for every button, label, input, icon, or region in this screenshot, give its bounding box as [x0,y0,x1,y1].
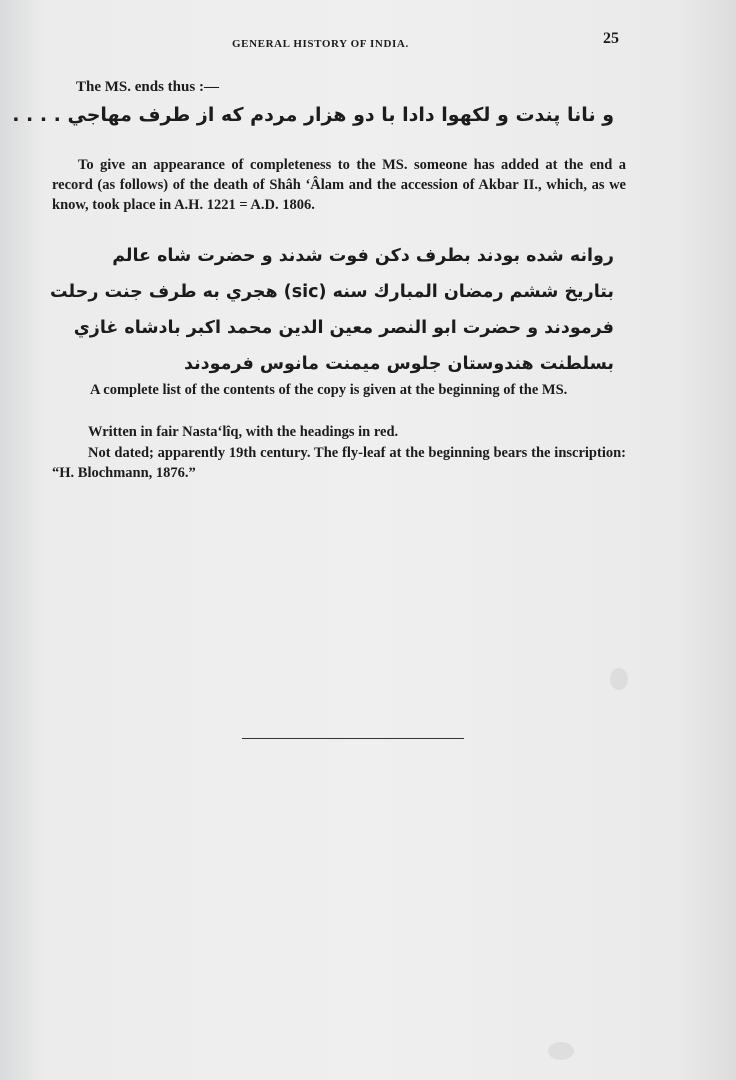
end-rule [242,738,464,739]
running-head: GENERAL HISTORY OF INDIA. [232,38,409,50]
persian-quote-line: و نانا پندت و لکهوا دادا با دو هزار مردم که از طرف مهاجي . . . . [12,104,614,126]
persian-block-line: بتاريخ ششم رمضان المبارك سنه (sic) هجري به طرف جنت رحلت [50,282,614,302]
paper-spot [610,668,628,690]
persian-block-line: بسلطنت هندوستان جلوس ميمنت مانوس فرمودند [184,354,614,374]
lead-line: The MS. ends thus :— [76,79,219,95]
paragraph-contents-list: A complete list of the contents of the copy is given at the beginning of the MS. [90,382,568,398]
page-number: 25 [603,30,619,47]
persian-quote-block [44,238,614,382]
persian-block-line: فرمودند و حضرت ابو النصر معين الدين محمد اکبر بادشاه غازي [73,318,614,338]
persian-block-line: روانه شده بودند بطرف دکن فوت شدند و حضرت شاه عالم [112,246,614,266]
paragraph-script: Written in fair Nasta‘lîq, with the headings in red. [88,424,399,440]
paragraph-completeness: To give an appearance of completeness to the MS. someone has added at the end a record (as follows) of the death of Shâh ‘Âlam and the accession of Akbar II., which, as we know, took place in A.H. 1221 = A.D. 1806. [52,157,626,213]
paragraph-date: Not dated; apparently 19th century. The fly-leaf at the beginning bears the inscription: “H. Blochmann, 1876.” [52,445,626,481]
paper-spot [548,1042,574,1060]
